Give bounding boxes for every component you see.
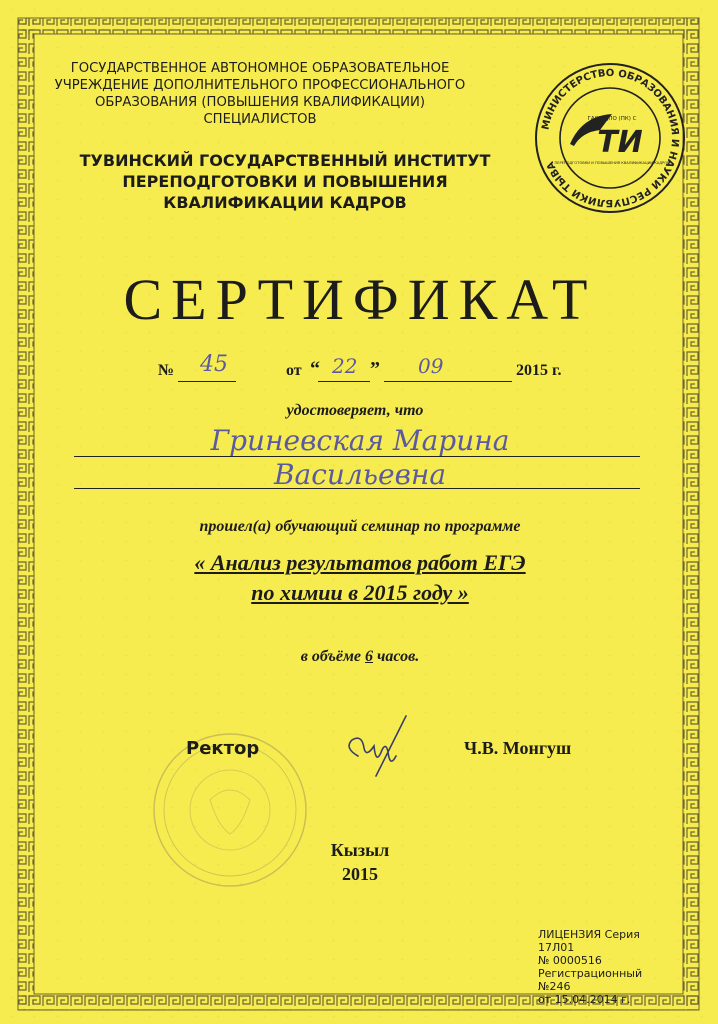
logo-abbr: ТИ	[597, 125, 643, 160]
city: Кызыл	[330, 840, 390, 860]
volume-text	[160, 648, 560, 666]
certifies-text: удостоверяет, что	[286, 402, 424, 419]
date-day: 22	[332, 354, 358, 378]
volume-hours: 6	[365, 648, 374, 665]
institute-name-block	[40, 150, 530, 213]
org-line-3: ОБРАЗОВАНИЯ (ПОВЫШЕНИЯ КВАЛИФИКАЦИИ)	[94, 95, 426, 110]
issue-year: 2015	[342, 864, 378, 884]
license-line-4: от 15.04.2014 г.	[538, 993, 631, 1006]
certificate-number: 45	[200, 352, 228, 377]
signature-icon	[336, 712, 416, 782]
license-line-1: ЛИЦЕНЗИЯ Серия 17Л01	[538, 928, 640, 954]
license-block	[538, 928, 678, 1006]
logo-small-bottom: ПЕРЕПОДГОТОВКИ И ПОВЫШЕНИЯ КВАЛИФИКАЦИИ КАДРОВ	[554, 161, 670, 165]
recipient-name-line-1: Гриневская Марина	[210, 424, 510, 457]
logo-ring-text: МИНИСТЕРСТВО ОБРАЗОВАНИЯ И НАУКИ РЕСПУБЛИКИ ТЫВА	[540, 67, 681, 209]
license-line-2: № 0000516	[538, 954, 602, 967]
org-name-block	[40, 60, 480, 128]
name-underline-2	[74, 488, 640, 489]
logo-seal-icon	[530, 58, 690, 218]
institute-line-1: ТУВИНСКИЙ ГОСУДАРСТВЕННЫЙ ИНСТИТУТ	[79, 151, 491, 170]
volume-prefix: в объёме	[300, 648, 362, 665]
logo-small-top: ГАОУ ДПО (ПК) С	[587, 116, 637, 122]
date-year: 2015 г.	[516, 362, 562, 379]
quote-open: “	[310, 358, 320, 380]
handwritten-signature	[336, 712, 416, 782]
name-underline-1	[74, 456, 640, 457]
number-label: №	[158, 362, 175, 379]
program-title-line-1: « Анализ результатов работ ЕГЭ	[194, 550, 526, 575]
month-underline	[384, 381, 512, 382]
institute-line-3: КВАЛИФИКАЦИИ КАДРОВ	[163, 193, 407, 212]
org-line-2: УЧРЕЖДЕНИЕ ДОПОЛНИТЕЛЬНОГО ПРОФЕССИОНАЛЬНОГО	[54, 78, 466, 93]
completed-text: прошел(а) обучающий семинар по программе	[199, 518, 521, 535]
signatory-role: Ректор	[186, 738, 260, 759]
certificate-title: СЕРТИФИКАТ	[123, 267, 597, 332]
date-from-label: от	[286, 362, 302, 379]
day-underline	[318, 381, 370, 382]
number-underline	[178, 381, 236, 382]
recipient-name-line-2: Васильевна	[273, 458, 447, 491]
license-line-3: Регистрационный №246	[538, 967, 643, 993]
institute-line-2: ПЕРЕПОДГОТОВКИ И ПОВЫШЕНИЯ	[122, 172, 448, 191]
quote-close: ”	[370, 358, 380, 380]
org-line-4: СПЕЦИАЛИСТОВ	[203, 112, 317, 127]
program-title-line-2: по химии в 2015 году »	[251, 580, 469, 605]
date-month: 09	[418, 354, 444, 378]
signatory-name: Ч.В. Монгуш	[464, 738, 572, 758]
org-line-1: ГОСУДАРСТВЕННОЕ АВТОНОМНОЕ ОБРАЗОВАТЕЛЬНОЕ	[70, 61, 450, 76]
institute-logo	[530, 58, 690, 218]
volume-suffix: часов.	[377, 648, 420, 665]
